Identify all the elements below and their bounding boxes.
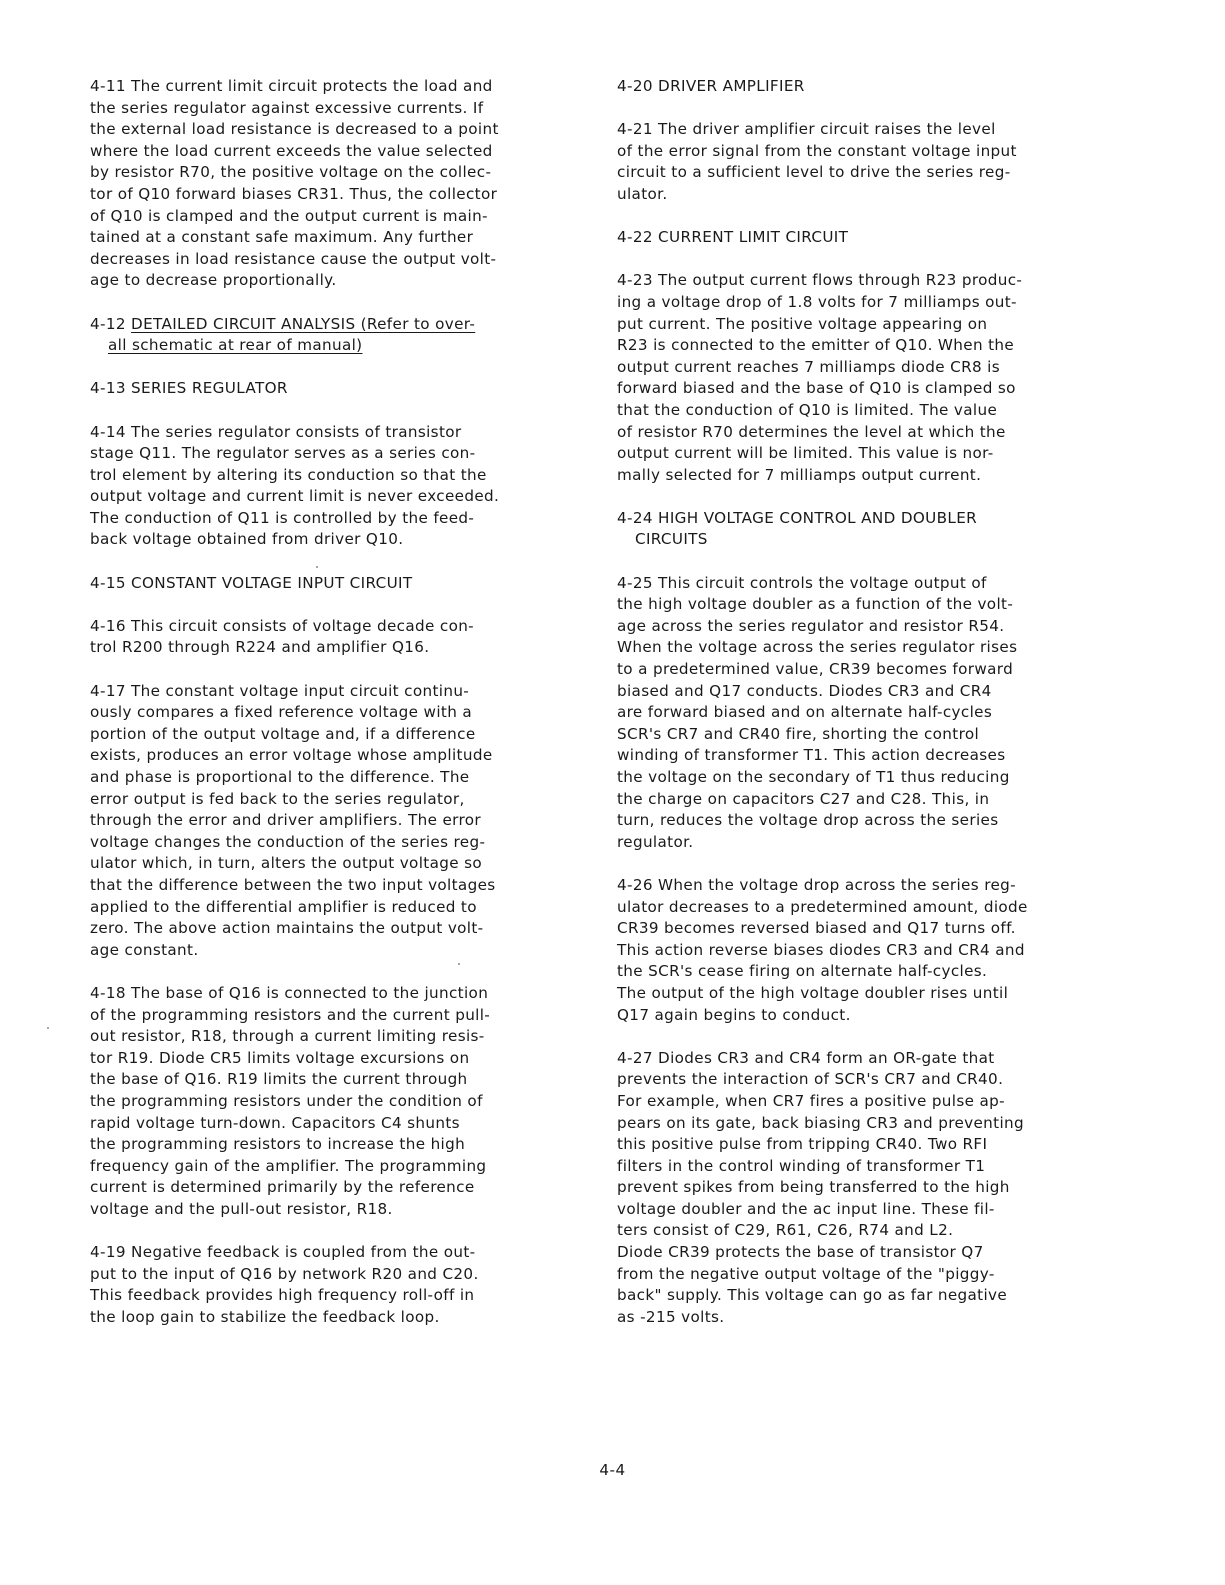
paragraph-4-16: 4-16 This circuit consists of voltage decade con- trol R200 through R224 and amplifier Q16. — [90, 616, 475, 657]
paragraph-4-25: 4-25 This circuit controls the voltage output of the high voltage doubler as a function of the volt- age across the series regulator and resistor R54. When the voltage across the series regulator rises to a predetermined value, CR39 becomes forward biased and Q17 conducts. Diodes CR3 and CR4 are forward biased and on alternate half-cycles SCR's CR7 and CR40 fire, shorting the control winding of transformer T1. This action decreases the voltage on the secondary of T1 thus reducing the charge on capacitors C27 and C28. This, in turn, reduces the voltage drop across the series regulator. — [617, 573, 1018, 851]
paragraph-4-26: 4-26 When the voltage drop across the series reg- ulator decreases to a predetermined amount, diode CR39 becomes reversed biased and Q17 turns off. This action reverse biases diodes CR3 and CR4 and the SCR's cease firing on alternate half-cycles. The output of the high voltage doubler rises until Q17 again begins to conduct. — [617, 875, 1028, 1024]
heading-4-22: 4-22 CURRENT LIMIT CIRCUIT — [617, 228, 849, 247]
scan-speck — [47, 1027, 49, 1029]
scan-speck — [316, 566, 318, 568]
paragraph-4-19: 4-19 Negative feedback is coupled from the out- put to the input of Q16 by network R20 and C20. This feedback provides high frequency roll-off in the loop gain to stabilize the feedback loop. — [90, 1243, 479, 1326]
heading-4-24: 4-24 HIGH VOLTAGE CONTROL AND DOUBLER CIRCUITS — [617, 508, 978, 549]
heading-4-20: 4-20 DRIVER AMPLIFIER — [617, 77, 805, 95]
scan-speck — [458, 963, 460, 965]
paragraph-4-17: 4-17 The constant voltage input circuit continu- ously compares a fixed reference voltage with a portion of the output voltage and, if a difference exists, produces an error voltage whose amplitude and phase is proportional to the difference. The error output is fed back to the series regulator, through the error and driver amplifiers. The error voltage changes the conduction of the series reg- ulator which, in turn, alters the output voltage so that the difference between the two input voltages applied to the differential amplifier is reduced to zero. The above action maintains the output volt- age constant. — [90, 681, 496, 959]
heading-4-12 — [90, 314, 578, 357]
paragraph-4-14: 4-14 The series regulator consists of transistor stage Q11. The regulator serves as a series con- trol element by altering its conduction so that the output voltage and current limit is never exceeded. The conduction of Q11 is controlled by the feed- back voltage obtained from driver Q10. — [90, 422, 500, 549]
left-column — [90, 76, 578, 1328]
heading-4-12-number: 4-12 — [90, 314, 132, 333]
paragraph-4-11: 4-11 The current limit circuit protects the load and the series regulator against excessive currents. If the external load resistance is decreased to a point where the load current exceeds the value selected by resistor R70, the positive voltage on the collec- tor of Q10 forward biases CR31. Thus, the collector of Q10 is clamped and the output current is main- tained at a constant safe maximum. Any further decreases in load resistance cause the output volt- age to decrease proportionally. — [90, 77, 499, 290]
paragraph-4-18: 4-18 The base of Q16 is connected to the junction of the programming resistors and the current pull- out resistor, R18, through a current limiting resis- tor R19. Diode CR5 limits voltage excursions on the base of Q16. R19 limits the current through the programming resistors under the condition of rapid voltage turn-down. Capacitors C4 shunts the programming resistors to increase the high frequency gain of the amplifier. The programming current is determined primarily by the reference voltage and the pull-out resistor, R18. — [90, 983, 491, 1218]
heading-4-12-title: DETAILED CIRCUIT ANALYSIS (Refer to over- all schematic at rear of manual) — [108, 314, 476, 355]
paragraph-4-21: 4-21 The driver amplifier circuit raises the level of the error signal from the constant voltage input circuit to a sufficient level to drive the series reg- ulator. — [617, 120, 1017, 203]
paragraph-4-23: 4-23 The output current flows through R23 produc- ing a voltage drop of 1.8 volts for 7 milliamps out- put current. The positive voltage appearing on R23 is connected to the emitter of Q10. When the output current reaches 7 milliamps diode CR8 is forward biased and the base of Q10 is clamped so that the conduction of Q10 is limited. The value of resistor R70 determines the level at which the output current will be limited. This value is nor- mally selected for 7 milliamps output current. — [617, 271, 1023, 484]
paragraph-4-27: 4-27 Diodes CR3 and CR4 form an OR-gate that prevents the interaction of SCR's CR7 and CR40. For example, when CR7 fires a positive pulse ap- pears on its gate, back biasing CR3 and preventing this positive pulse from tripping CR40. Two RFI filters in the control winding of transformer T1 prevent spikes from being transferred to the high voltage doubler and the ac input line. These fil- ters consist of C29, R61, C26, R74 and L2. Diode CR39 protects the base of transistor Q7 from the negative output voltage of the "piggy- back" supply. This voltage can go as far negative as -215 volts. — [617, 1048, 1024, 1326]
heading-4-15: 4-15 CONSTANT VOLTAGE INPUT CIRCUIT — [90, 573, 413, 592]
heading-4-13: 4-13 SERIES REGULATOR — [90, 379, 288, 398]
right-column — [617, 76, 1097, 1328]
page-number: 4-4 — [599, 1461, 626, 1479]
